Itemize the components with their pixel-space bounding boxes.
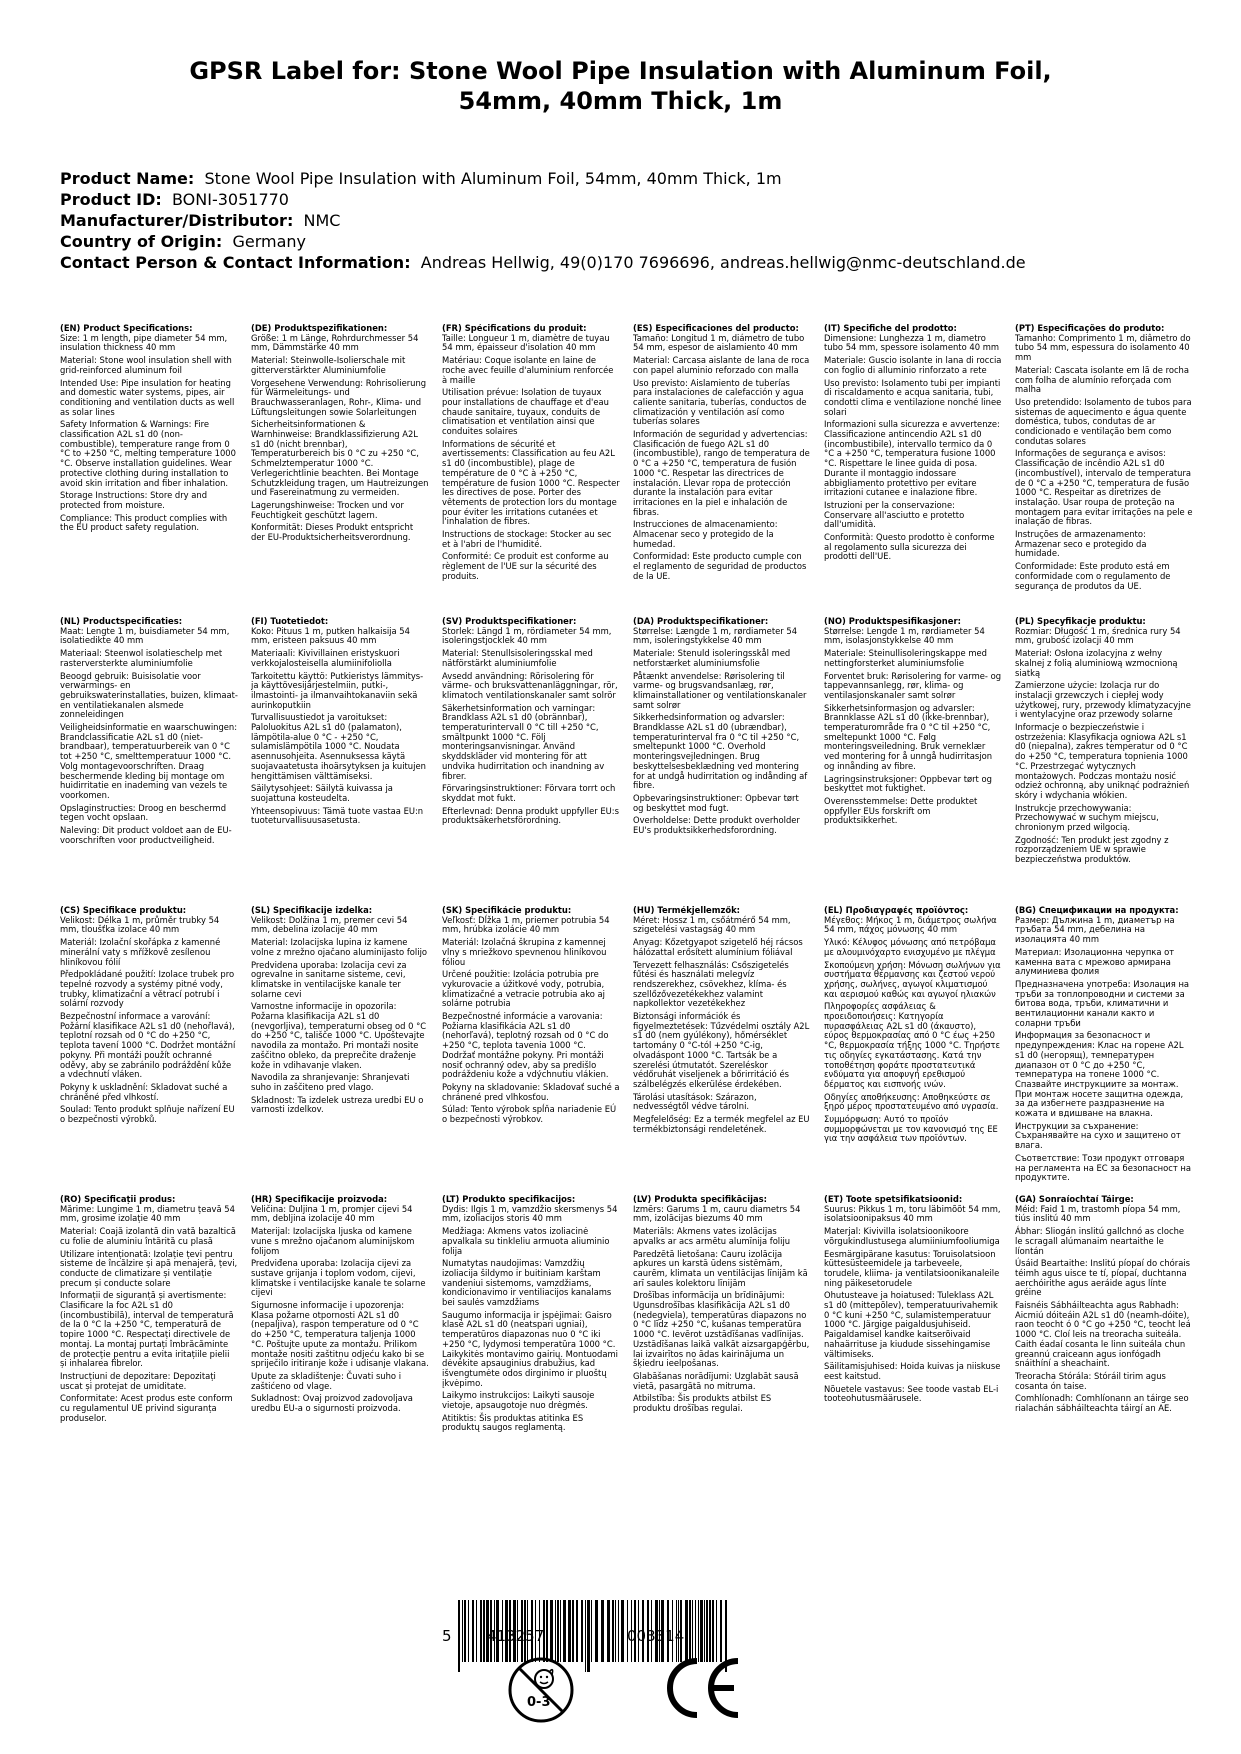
barcode-bar [468, 1600, 469, 1662]
section-paragraph: Anyag: Kőzetgyapot szigetelő héj rácsos hálózattal erősített alumínium fóliával [633, 937, 803, 957]
section-heading: (DA) Produktspecifikationer: [633, 617, 769, 626]
barcode-bar [572, 1600, 574, 1662]
section-paragraph: Sicherheitsinformationen & Warnhinweise: Brandklassifizierung A2L s1 d0 (nicht brennbar), Temperaturbereich bis 0 °C zu +250 °C, Schmelztemperatur 1000 °C. Verlegerichtlinie beachten. Bei Montage Schutzkleidung tragen, um Hautreizungen und Fasereinatmung zu vermeiden. [251, 419, 429, 498]
section-paragraph: Predvidena uporaba: Izolacija cevi za ogrevalne in sanitarne sisteme, cevi, klimatske in ventilacijske kanale ter solarne cevi [251, 959, 407, 999]
barcode-bar [689, 1600, 691, 1662]
section-paragraph: Forventet bruk: Rørisolering for varme- og tappevannsanlegg, rør, klima- og ventilasjonskanaler samt solrør [824, 670, 1002, 700]
barcode-bar [695, 1600, 696, 1662]
language-section [1015, 324, 1193, 609]
language-section [824, 906, 1002, 1191]
section-heading: (NL) Productspecificaties: [60, 617, 183, 626]
language-section [1015, 1195, 1193, 1525]
section-paragraph: Sigurnosne informacije i upozorenja: Klasa požarne otpornosti A2L s1 d0 (nepaljiva), raspon temperature od 0 °C do +250 °C, temperatura taljenja 1000 °C. Poštujte upute za montažu. Prilikom montaže nositi zaštitnu odjeću kako bi se spriječilo iritiranje kože i udisanje vlakana. [251, 1300, 429, 1369]
section-paragraph: Naleving: Dit product voldoet aan de EU-voorschriften voor productveiligheid. [60, 825, 232, 845]
barcode-bar [557, 1600, 559, 1662]
section-paragraph: Tamaño: Longitud 1 m, diámetro de tubo 54 mm, espesor de aislamiento 40 mm [633, 332, 805, 353]
section-heading: (RO) Specificații produs: [60, 1195, 176, 1204]
section-paragraph: Utilisation prévue: Isolation de tuyaux pour installations de chauffage et d'eau chaude sanitaire, tuyaux, conduits de climatisation et ventilation ainsi que conduites solaires [442, 387, 609, 437]
section-paragraph: Bezpečnostné informácie a varovania: Požiarna klasifikácia A2L s1 d0 (nehorľavá), teplotný rozsah od 0 °C do +250 °C, teplota tavenia 1000 °C. Dodržať montážne pokyny. Pri montáži nosiť ochranný odev, aby sa predišlo podráždeniu kože a vdýchnutiu vlákien. [442, 1011, 609, 1080]
section-paragraph: Conformidade: Este produto está em conformidade com o regulamento de segurança de produtos da UE. [1015, 561, 1171, 591]
section-heading: (SL) Specifikacije izdelka: [251, 906, 373, 915]
section-paragraph: Conformité: Ce produit est conforme au règlement de l'UE sur la sécurité des produits. [442, 551, 609, 581]
section-paragraph: Información de seguridad y advertencias: Clasificación de fuego A2L s1 d0 (incombustible), rango de temperatura de 0 °C a +250 °C, temperatura de fusión 1000 °C. Respetar las directrices de instalación. Llevar ropa de protección durante la instalación para evitar irritaciones en la piel e inhalación de fibras. [633, 429, 810, 517]
section-paragraph: Faisnéis Sábháilteachta agus Rabhadh: Aicmiú dóiteáin A2L s1 d0 (neamh-dóite), raon teocht ó 0 °C go +250 °C, teocht leá 1000 °C. Cloí leis na treoracha suiteála. Caith éadaí cosanta le linn suiteála chun greannú craiceann agus ionfógadh snáithíní a sheachaint. [1015, 1300, 1191, 1369]
section-paragraph: Material: Stone wool insulation shell with grid-reinforced aluminum foil [60, 355, 232, 375]
ce-mark-icon [660, 1655, 742, 1721]
language-section [251, 617, 429, 902]
barcode-bar [709, 1600, 711, 1662]
section-paragraph: Предназначена употреба: Изолация на тръби за топлопроводни и системи за битова вода, тръби, климатични и вентилационни канали както и соларни тръби [1015, 978, 1190, 1028]
section-paragraph: Uso pretendido: Isolamento de tubos para sistemas de aquecimento e água quente doméstica, tubos, condutas de ar condicionado e ventilação bem como condutas solares [1015, 396, 1192, 446]
section-paragraph: Sikkerhetsinformasjon og advarsler: Brannklasse A2L s1 d0 (ikke-brennbar), temperaturområde fra 0 °C til +250 °C, smeltepunkt 1000 °C. Følg monteringsveiledning. Bruk verneklær ved montering for å unngå hudirritasjon og innånding av fibre. [824, 702, 993, 771]
section-heading: (PT) Especificações do produto: [1015, 324, 1165, 333]
section-paragraph: Atitiktis: Šis produktas atitinka ES produktų saugos reglamentą. [442, 1412, 584, 1433]
section-paragraph: Atbilstība: Šis produkts atbilst ES produktu drošības regulai. [633, 1393, 772, 1414]
language-section [633, 617, 811, 902]
section-paragraph: Maat: Lengte 1 m, buisdiameter 54 mm, isolatiedikte 40 mm [60, 625, 230, 646]
barcode-bar [607, 1600, 610, 1662]
section-paragraph: Numatytas naudojimas: Vamzdžių izoliacija šildymo ir buitiniam karštam vandeniui sistemoms, vamzdžiams, kondicionavimo ir ventiliacijos kanalams bei saulės vamzdžiams [442, 1258, 612, 1308]
language-section [1015, 906, 1193, 1191]
info-country-of-origin: Country of Origin: Germany [60, 232, 306, 251]
section-heading: (FI) Tuotetiedot: [251, 617, 329, 626]
section-paragraph: Conformidad: Este producto cumple con el reglamento de seguridad de productos de la UE. [633, 551, 807, 581]
title-line-1: GPSR Label for: Stone Wool Pipe Insulation with Aluminum Foil, [189, 57, 1052, 85]
section-paragraph: Påtænkt anvendelse: Rørisolering til varme- og brugsvandsanlæg, rør, klimainstallationer og ventilationskanaler samt solrør [633, 670, 807, 710]
section-paragraph: Størrelse: Lengde 1 m, rørdiameter 54 mm, isolasjonstykkelse 40 mm [824, 625, 985, 646]
section-paragraph: Overholdelse: Dette produkt overholder EU's produktsikkerhedsforordning. [633, 815, 800, 836]
language-section [251, 324, 429, 609]
barcode-bar [555, 1600, 556, 1662]
section-paragraph: Veľkosť: Dĺžka 1 m, priemer potrubia 54 mm, hrúbka izolácie 40 mm [442, 914, 610, 935]
section-paragraph: Megfelelőség: Ez a termék megfelel az EU termékbiztonsági rendeletének. [633, 1114, 810, 1134]
section-paragraph: Súlad: Tento výrobok spĺňa nariadenie EÚ o bezpečnosti výrobkov. [442, 1104, 617, 1125]
section-paragraph: Συμμόρφωση: Αυτό το προϊόν συμμορφώνεται με τον κανονισμό της ΕΕ για την ασφάλεια των προϊόντων. [824, 1114, 998, 1144]
barcode-bar [576, 1600, 578, 1662]
section-paragraph: Biztonsági információk és figyelmeztetések: Tűzvédelmi osztály A2L s1 d0 (nem gyúlékony), hőmérséklet tartomány 0 °C-tól +250 °C-ig, olvadáspont 1000 °C. Tartsák be a szerelési útmutatót. Szereléskor védőruhát viseljenek a bőrirritáció és szálbelégzés elkerülése érdekében. [633, 1011, 810, 1089]
section-paragraph: Utilizare intenționată: Izolație țevi pentru sisteme de încălzire și apă menajeră, țevi, conducte de climatizare și ventilație precum și conducte solare [60, 1248, 238, 1288]
section-paragraph: Eesmärgipärane kasutus: Toruisolatsioon küttesüsteemidele ja tarbeveele, torudele, kliima- ja ventilatsioonikanaleile ning päikesetorudele [824, 1248, 1000, 1288]
section-paragraph: Určené použitie: Izolácia potrubia pre vykurovacie a úžitkové vody, potrubia, klimatizačné a vetracie potrubia ako aj solárne potrubia [442, 969, 606, 1009]
section-paragraph: Glabāšanas norādījumi: Uzglabāt sausā vietā, pasargātā no mitruma. [633, 1370, 799, 1391]
language-section [60, 1195, 238, 1525]
barcode-bar [700, 1600, 703, 1662]
barcode-bar [706, 1600, 708, 1662]
section-paragraph: Pokyny na skladovanie: Skladovať suché a chránené pred vlhkosťou. [442, 1081, 620, 1102]
section-paragraph: Intended Use: Pipe insulation for heating and domestic water systems, pipes, air conditioning and ventilation ducts as well as solar lines [60, 377, 235, 417]
language-section [824, 324, 1002, 609]
barcode-bar [581, 1600, 583, 1662]
section-paragraph: Tervezett felhasználás: Csőszigetelés fűtési és használati melegvíz rendszerekhez, csövekhez, klíma- és szellőzővezetékekhez valamint napkollektor vezetékekhez [633, 959, 789, 1009]
language-section [633, 906, 811, 1191]
section-heading: (PL) Specyfikacje produktu: [1015, 617, 1146, 626]
section-paragraph: Efterlevnad: Denna produkt uppfyller EU:s produktsäkerhetsförordning. [442, 805, 619, 826]
section-paragraph: Informations de sécurité et avertissements: Classification au feu A2L s1 d0 (incombustible), plage de température de 0 °C à +250 °C, température de fusion 1000 °C. Respecter les directives de pose. Porter des vêtements de protection lors du montage pour éviter les irritations cutanées et l'inhalation de fibres. [442, 438, 620, 527]
section-paragraph: Taille: Longueur 1 m, diamètre de tuyau 54 mm, épaisseur d'isolation 40 mm [442, 332, 610, 353]
section-paragraph: Materiál: Izolačná škrupina z kamennej vlny s mriežkovo spevnenou hliníkovou fóliou [442, 937, 607, 967]
barcode-bar [621, 1600, 624, 1662]
section-paragraph: Размер: Дължина 1 m, диаметър на тръбата 54 mm, дебелина на изолацията 40 mm [1015, 914, 1175, 945]
barcode-bar [618, 1600, 619, 1662]
title-line-2: 54mm, 40mm Thick, 1m [458, 87, 783, 115]
barcode-bar [716, 1600, 717, 1662]
section-paragraph: Velikost: Délka 1 m, průměr trubky 54 mm, tloušťka izolace 40 mm [60, 914, 220, 935]
section-paragraph: Υλικό: Κέλυφος μόνωσης από πετρόβαμα με αλουμινόχαρτο ενισχυμένο με πλέγμα [824, 937, 996, 957]
section-heading: (FR) Spécifications du produit: [442, 324, 587, 333]
section-paragraph: Konformität: Dieses Produkt entspricht der EU-Produktsicherheitsverordnung. [251, 522, 414, 543]
section-paragraph: Materiał: Osłona izolacyjna z wełny skalnej z folią aluminiową wzmocnioną siatką [1015, 648, 1178, 678]
section-paragraph: Úsáid Beartaithe: Inslitú píopaí do chórais téimh agus uisce te tí, píopaí, duchtanna aerchóirithe agus aeráide agus línte gréine [1015, 1258, 1191, 1298]
barcode-bar [612, 1600, 614, 1662]
section-paragraph: Säilitamisjuhised: Hoida kuivas ja niiskuse eest kaitstud. [824, 1361, 1001, 1381]
section-paragraph: Instrucciones de almacenamiento: Almacenar seco y protegido de la humedad. [633, 519, 778, 549]
section-paragraph: Instrucțiuni de depozitare: Depozitați uscat și protejat de umiditate. [60, 1370, 216, 1391]
age-range-label: 0-3 [527, 1695, 551, 1710]
section-heading: (ES) Especificaciones del producto: [633, 324, 799, 333]
section-heading: (LV) Produkta specifikācijas: [633, 1195, 767, 1204]
section-paragraph: Zamierzone użycie: Izolacja rur do instalacji grzewczych i ciepłej wody użytkowej, rury, przewody klimatyzacyjne i wentylacyjne oraz przewody solarne [1015, 680, 1191, 720]
barcode-bar [615, 1600, 616, 1662]
section-paragraph: Informații de siguranță și avertismente: Clasificare la foc A2L s1 d0 (incombustibilă), interval de temperatură de la 0 °C la +250 °C, temperatură de topire 1000 °C. Respectați directivele de montaj. La montaj purtați îmbrăcăminte de protecție pentru a evita iritațiile pielii și inhalarea fibrelor. [60, 1290, 234, 1369]
language-section [251, 906, 429, 1191]
section-paragraph: Conformità: Questo prodotto è conforme al regolamento sulla sicurezza dei prodotti dell'UE. [824, 532, 995, 562]
barcode-bar [692, 1600, 693, 1662]
section-paragraph: Upute za skladištenje: Čuvati suho i zaštićeno od vlage. [251, 1370, 402, 1391]
section-paragraph: Skladnost: Ta izdelek ustreza uredbi EU o varnosti izdelkov. [251, 1094, 424, 1115]
section-paragraph: Vorgesehene Verwendung: Rohrisolierung für Wärmeleitungs- und Brauchwasseranlagen, Rohr-, Klima- und Lüftungsleitungen sowie Solarleitungen [251, 377, 427, 417]
section-paragraph: Οδηγίες αποθήκευσης: Αποθηκεύστε σε ξηρό μέρος προστατευμένο από υγρασία. [824, 1091, 999, 1112]
section-paragraph: Avsedd användning: Rörisolering för värme- och bruksvattenanläggningar, rör, klimatoch ventilationskanaler samt solrör [442, 670, 618, 700]
barcode-bar [591, 1600, 592, 1662]
barcode-bar [698, 1600, 699, 1662]
language-section [60, 617, 238, 902]
section-paragraph: Инструкции за съхранение: Съхранявайте на сухо и защитено от влага. [1015, 1120, 1181, 1151]
section-paragraph: Rozmiar: Długość 1 m, średnica rury 54 mm, grubość izolacji 40 mm [1015, 625, 1181, 646]
section-paragraph: Ohutusteave ja hoiatused: Tuleklass A2L s1 d0 (mittepõlev), temperatuurivahemik 0 °C kuni +250 °C, sulamistemperatuur 1000 °C. Järgige paigaldusjuhiseid. Paigaldamisel kandke kaitserõivaid nahaärrituse ja kiudude sissehingamise vältimiseks. [824, 1290, 998, 1359]
section-paragraph: Storlek: Längd 1 m, rördiameter 54 mm, isoleringstjocklek 40 mm [442, 625, 612, 646]
barcode-bar [601, 1600, 604, 1662]
section-paragraph: Overensstemmelse: Dette produktet oppfyller EUs forskrift om produktsikkerhet. [824, 795, 978, 826]
section-paragraph: Sukladnost: Ovaj proizvod zadovoljava uredbu EU-a o sigurnosti proizvoda. [251, 1393, 413, 1414]
section-paragraph: Matériau: Coque isolante en laine de roche avec feuille d'aluminium renforcée à maille [442, 355, 614, 385]
section-paragraph: Materiale: Stenuld isoleringsskål med netforstærket aluminiumsfolie [633, 648, 791, 668]
section-paragraph: Förvaringsinstruktioner: Förvara torrt och skyddat mot fukt. [442, 783, 616, 803]
section-paragraph: Material: Steinwolle-Isolierschale mit gitterverstärkter Aluminiumfolie [251, 355, 406, 375]
section-paragraph: Materiaal: Steenwol isolatieschelp met rasterversterkte aluminiumfolie [60, 648, 223, 668]
no-child-0-3-warning-icon [506, 1655, 576, 1725]
barcode-bar [483, 1600, 485, 1662]
barcode-bar [480, 1600, 482, 1662]
section-heading: (EL) Προδιαγραφές προϊόντος: [824, 906, 969, 915]
barcode-bar [587, 1600, 590, 1672]
section-paragraph: Turvallisuustiedot ja varoitukset: Paloluokitus A2L s1 d0 (palamaton), lämpötila-alue 0 °C - +250 °C, sulamislämpötila 1000 °C. Noudata asennusohjeita. Asennuksessa käytä suojavaatetusta ihoärsytyksen ja kuitujen hengittämisen välttämiseksi. [251, 712, 426, 781]
barcode-bar [704, 1600, 705, 1662]
section-paragraph: Μέγεθος: Μήκος 1 m, διάμετρος σωλήνα 54 mm, πάχος μόνωσης 40 mm [824, 914, 997, 935]
section-paragraph: Material: Coajă izolantă din vată bazaltică cu folie de aluminiu întărită cu plasă [60, 1226, 236, 1246]
barcode-bar [546, 1600, 548, 1662]
section-paragraph: Soulad: Tento produkt splňuje nařízení EU o bezpečnosti výrobků. [60, 1104, 235, 1125]
section-paragraph: Größe: 1 m Länge, Rohrdurchmesser 54 mm, Dämmstärke 40 mm [251, 332, 419, 353]
section-paragraph: Informazioni sulla sicurezza e avvertenze: Classificazione antincendio A2L s1 d0 (incombustibile), intervallo termico da 0 °C a +250 °C, temperatura fusione 1000 °C. Rispettare le linee guida di posa. Durante il montaggio indossare abbigliamento protettivo per evitare irritazioni cutanee e inalazione fibre. [824, 419, 1000, 498]
section-heading: (SV) Produktspecifikationer: [442, 617, 577, 626]
section-paragraph: Yhteensopivuus: Tämä tuote vastaa EU:n tuoteturvallisuusasetusta. [251, 805, 424, 826]
section-paragraph: Информация за безопасност и предупреждения: Клас на горене A2L s1 d0 (негорящ), температурен диапазон от 0 °C до +250 °C, температура на топене 1000 °C. Спазвайте инструкциите за монтаж. При монтаж носете защитна одежда, за да избегнете раздразнение на кожата и вдишване на влакна. [1015, 1030, 1184, 1119]
section-paragraph: Pokyny k uskladnění: Skladovat suché a chráněné před vlhkostí. [60, 1081, 228, 1102]
section-paragraph: Velikost: Dolžina 1 m, premer cevi 54 mm, debelina izolacije 40 mm [251, 914, 408, 935]
section-heading: (IT) Specifiche del prodotto: [824, 324, 957, 333]
barcode-digits-right: 003314 [627, 1627, 685, 1645]
section-paragraph: Πληροφορίες ασφάλειας & προειδοποιήσεις: Κατηγορία πυρασφάλειας A2L s1 d0 (άκαυστο), εύρος θερμοκρασίας από 0 °C έως +250 °C, θερμοκρασία τήξης 1000 °C. Τηρήστε τις οδηγίες εγκατάστασης. Κατά την τοποθέτηση φοράτε προστατευτικά ενδύματα για αποφυγή ερεθισμού δέρματος και εισπνοής ινών. [824, 1001, 1001, 1089]
section-paragraph: Tárolási utasítások: Szárazon, nedvességtől védve tárolni. [633, 1091, 757, 1112]
barcode-bar [458, 1600, 460, 1672]
section-paragraph: Lagerungshinweise: Trocken und vor Feuchtigkeit geschützt lagern. [251, 499, 404, 520]
section-paragraph: Material: Stenullsisoleringsskal med nätförstärkt aluminiumfolie [442, 648, 593, 668]
section-heading: (DE) Produktspezifikationen: [251, 324, 388, 333]
section-paragraph: Opslaginstructies: Droog en beschermd tegen vocht opslaan. [60, 802, 227, 823]
section-heading: (LT) Produkto specifikacijos: [442, 1195, 576, 1204]
section-paragraph: Compliance: This product complies with the EU product safety regulation. [60, 512, 228, 533]
language-section [442, 906, 620, 1191]
barcode-digit-first: 5 [442, 1627, 452, 1645]
barcode-bar [550, 1600, 553, 1662]
section-paragraph: Σκοπούμενη χρήση: Μόνωση σωλήνων για συστήματα θέρμανσης και ζεστού νερού χρήσης, σωλήνες, αγωγοί κλιματισμού και αερισμού καθώς και αγωγοί ηλιακών [824, 959, 1001, 999]
section-paragraph: Tarkoitettu käyttö: Putkieristys lämmitys- ja käyttövesijärjestelmiin, putki-, ilmastointi- ja ilmanvaihtokanaviin sekä aurinkoputkiin [251, 670, 424, 710]
section-paragraph: Instruções de armazenamento: Armazenar seco e protegido da humidade. [1015, 529, 1147, 559]
page-title [60, 56, 1181, 116]
section-paragraph: Varnostne informacije in opozorila: Požarna klasifikacija A2L s1 d0 (nevgorljiva), temperaturni obseg od 0 °C do +250 °C, tališče 1000 °C. Upoštevajte navodila za montažo. Pri montaži nosite zaščitno obleko, da preprečite draženje kože in vdihavanje vlaken. [251, 1001, 427, 1070]
barcode-bar [585, 1600, 586, 1672]
section-heading: (HU) Termékjellemzők: [633, 906, 741, 915]
section-heading: (GA) Sonraíochtaí Táirge: [1015, 1195, 1134, 1204]
section-paragraph: Materjal: Kivivilla isolatsioonikoore võrgukindlustusega alumiiniumfooliumiga [824, 1226, 1000, 1246]
section-paragraph: Navodila za shranjevanje: Shranjevati suho in zaščiteno pred vlago. [251, 1072, 410, 1092]
section-paragraph: Materiale: Guscio isolante in lana di roccia con foglio di alluminio rinforzato a rete [824, 355, 1002, 375]
language-section [442, 324, 620, 609]
section-paragraph: Material: Carcasa aislante de lana de roca con papel aluminio reforzado con malla [633, 355, 810, 375]
section-paragraph: Material: Cascata isolante em lã de rocha com folha de alumínio reforçada com malha [1015, 364, 1189, 395]
section-paragraph: Predviđena uporaba: Izolacija cijevi za sustave grijanja i toplom vodom, cijevi, klimatske i ventilacijske kanale te solarne cijevi [251, 1258, 426, 1298]
section-paragraph: Suurus: Pikkus 1 m, toru läbimõõt 54 mm, isolatsioonipaksus 40 mm [824, 1203, 1001, 1224]
section-paragraph: Drošības informācija un brīdinājumi: Ugunsdrošības klasifikācija A2L s1 d0 (nedegviela), temperatūras diapazons no 0 °C līdz +250 °C, kušanas temperatūra 1000 °C. Ievērot uzstādīšanas vadlīnijas. Uzstādīšanas laikā valkāt aizsargapģērbu, lai izvairītos no ādas kairinājuma un šķiedru ieelpošanas. [633, 1290, 810, 1369]
section-paragraph: Materiale: Steinullisoleringskappe med nettingforsterket aluminiumsfolie [824, 648, 987, 668]
section-paragraph: Méret: Hossz 1 m, csőátmérő 54 mm, szigetelési vastagság 40 mm [633, 914, 791, 935]
section-heading: (EN) Product Specifications: [60, 324, 193, 333]
info-contact: Contact Person & Contact Information: Andreas Hellwig, 49(0)170 7696696, andreas.hellwig@nmc-deutschland.de [60, 253, 1026, 272]
section-paragraph: Veličina: Duljina 1 m, promjer cijevi 54 mm, debljina izolacije 40 mm [251, 1203, 413, 1224]
section-paragraph: Lagringsinstruksjoner: Oppbevar tørt og beskyttet mot fuktighet. [824, 773, 992, 794]
section-paragraph: Съответствие: Този продукт отговаря на регламента на ЕС за безопасност на продуктите. [1015, 1152, 1192, 1183]
section-paragraph: Laikymo instrukcijos: Laikyti sausoje vietoje, apsaugotoje nuo drėgmės. [442, 1390, 595, 1411]
info-product-name: Product Name: Stone Wool Pipe Insulation with Aluminum Foil, 54mm, 40mm Thick, 1m [60, 169, 782, 188]
section-paragraph: Opbevaringsinstruktioner: Opbevar tørt og beskyttet mod fugt. [633, 792, 799, 813]
section-heading: (NO) Produktspesifikasjoner: [824, 617, 961, 626]
section-paragraph: Zgodność: Ten produkt jest zgodny z rozporządzeniem UE w sprawie bezpieczeństwa produktów. [1015, 834, 1169, 865]
language-section [824, 617, 1002, 902]
language-section [251, 1195, 429, 1525]
section-paragraph: Istruzioni per la conservazione: Conservare all'asciutto e protetto dall'umidità. [824, 499, 965, 530]
section-paragraph: Materiál: Izolační skořápka z kamenné minerální vaty s mřížkově zesílenou hliníkovou fólií [60, 937, 221, 967]
barcode-bar [568, 1600, 571, 1662]
section-paragraph: Storage Instructions: Store dry and protected from moisture. [60, 490, 208, 510]
section-paragraph: Bezpečnostní informace a varování: Požární klasifikace A2L s1 d0 (nehořlavá), teplotní rozsah od 0 °C do +250 °C, teplota tavení 1000 °C. Dodržet montážní pokyny. Při montáži použít ochranné oděvy, aby se zabránilo podráždění kůže a vdechnutí vláken. [60, 1011, 236, 1080]
section-heading: (CS) Specifikace produktu: [60, 906, 187, 915]
section-paragraph: Dimensione: Lunghezza 1 m, diametro tubo 54 mm, spessore isolamento 40 mm [824, 332, 1000, 353]
section-paragraph: Conformitate: Acest produs este conform cu regulamentul UE privind siguranța produselor. [60, 1393, 233, 1423]
barcode-bar [560, 1600, 561, 1662]
barcode-bar [464, 1600, 466, 1662]
info-product-id: Product ID: BONI-3051770 [60, 190, 289, 209]
language-section [633, 324, 811, 609]
section-paragraph: Medžiaga: Akmens vatos izoliacinė apvalkala su tinkleliu armuota aliuminio folija [442, 1226, 610, 1256]
section-paragraph: Paredzētā lietošana: Cauru izolācija apkures un karstā ūdens sistēmām, caurēm, klimata un ventilācijas līnijām kā arī saules kolektoru līnijām [633, 1248, 808, 1288]
language-section [442, 617, 620, 902]
section-paragraph: Comhlíonadh: Comhlíonann an táirge seo rialachán sábháilteachta táirgí an AE. [1015, 1393, 1189, 1414]
section-paragraph: Informações de segurança e avisos: Classificação de incêndio A2L s1 d0 (incombustível), intervalo de temperatura de 0 °C a +250 °C, temperatura de fusão 1000 °C. Respeitar as diretrizes de instalação. Usar roupa de proteção na montagem para evitar irritações na pele e inalação de fibras. [1015, 448, 1193, 527]
section-paragraph: Izmērs: Garums 1 m, cauru diametrs 54 mm, izolācijas biezums 40 mm [633, 1203, 801, 1224]
section-paragraph: Size: 1 m length, pipe diameter 54 mm, insulation thickness 40 mm [60, 332, 228, 353]
language-section [442, 1195, 620, 1525]
section-paragraph: Veiligheidsinformatie en waarschuwingen: Brandclassificatie A2L s1 d0 (niet-brandbaar), temperatuurbereik van 0 °C tot +250 °C, smelttemperatuur 1000 °C. Volg montagevoorschriften. Draag beschermende kleding bij montage om huidirritatie en inademing van vezels te voorkomen. [60, 722, 238, 800]
language-section [60, 324, 238, 609]
section-paragraph: Koko: Pituus 1 m, putken halkaisija 54 mm, eristeen paksuus 40 mm [251, 625, 410, 646]
barcode-bar [712, 1600, 714, 1662]
section-paragraph: Uso previsto: Isolamento tubi per impianti di riscaldamento e acqua sanitaria, tubi, condotti clima e ventilazione nonché linee solari [824, 377, 1002, 417]
info-manufacturer: Manufacturer/Distributor: NMC [60, 211, 341, 230]
section-paragraph: Material: Izolacijska lupina iz kamene volne z mrežno ojačano aluminijasto folijo [251, 937, 428, 957]
section-heading: (HR) Specifikacije proizvoda: [251, 1195, 388, 1204]
section-heading: (ET) Toote spetsifikatsioonid: [824, 1195, 963, 1204]
language-section [1015, 617, 1193, 902]
section-paragraph: Tamanho: Comprimento 1 m, diâmetro do tubo 54 mm, espessura do isolamento 40 mm [1015, 332, 1191, 363]
section-paragraph: Størrelse: Længde 1 m, rørdiameter 54 mm, isoleringstykkelse 40 mm [633, 625, 798, 646]
barcode-bar [472, 1600, 474, 1662]
section-paragraph: Sikkerhedsinformation og advarsler: Brandklasse A2L s1 d0 (ubrændbar), temperaturinterval fra 0 °C til +250 °C, smeltepunkt 1000 °C. Overhold monteringsvejledningen. Brug beskyttelsesbeklædning ved montering for at undgå hudirritation og indånding af fibre. [633, 712, 808, 791]
barcode-bar [462, 1600, 463, 1662]
language-section [824, 1195, 1002, 1525]
section-paragraph: Safety Information & Warnings: Fire classification A2L s1 d0 (non-combustible), temperature range from 0 °C to +250 °C, melting temperature 1000 °C. Observe installation guidelines. Wear protective clothing during installation to avoid skin irritation and fiber inhalation. [60, 419, 236, 488]
section-heading: (SK) Špecifikácie produktu: [442, 906, 572, 915]
product-info-block [60, 168, 1181, 273]
section-paragraph: Nõuetele vastavus: See toode vastab EL-i tooteohutusmäärusele. [824, 1383, 999, 1404]
section-paragraph: Uso previsto: Aislamiento de tuberías para instalaciones de calefacción y agua caliente sanitaria, tuberías, conductos de climatización y ventilación así como tuberías solares [633, 377, 807, 427]
language-section [633, 1195, 811, 1525]
barcode-bar [595, 1600, 598, 1662]
section-paragraph: Ábhar: Sliogán inslitú gallchnó as cloche le scragall alúmanaim neartaithe le líontán [1015, 1226, 1185, 1256]
section-paragraph: Säkerhetsinformation och varningar: Brandklass A2L s1 d0 (obrännbar), temperaturintervall 0 °C till +250 °C, smältpunkt 1000 °C. Följ monteringsanvisningar. Använd skyddskläder vid montering för att undvika hudirritation och inandning av fibrer. [442, 702, 605, 781]
section-paragraph: Treoracha Stórála: Stóráil tirim agus cosanta ón taise. [1015, 1370, 1166, 1391]
section-paragraph: Instrukcje przechowywania: Przechowywać w suchym miejscu, chronionym przed wilgocią. [1015, 802, 1159, 833]
section-paragraph: Materiāls: Akmens vates izolācijas apvalks ar acs armētu alumīnija foliju [633, 1226, 791, 1246]
section-paragraph: Předpokládané použití: Izolace trubek pro tepelné rozvody a systémy pitné vody, trubky, klimatizační a větrací potrubí i solární rozvody [60, 969, 235, 1009]
language-section [60, 906, 238, 1191]
section-paragraph: Méid: Faid 1 m, trastomh píopa 54 mm, tiús inslitú 40 mm [1015, 1203, 1181, 1224]
section-paragraph: Saugumo informacija ir įspėjimai: Gaisro klasė A2L s1 d0 (neatspari ugniai), temperatūros diapazonas nuo 0 °C iki +250 °C, lydymosi temperatūra 1000 °C. Laikykitės montavimo gairių. Montuodami dėvėkite apsauginius drabužius, kad išvengtumėte odos dirginimo ir pluoštų įkvėpimo. [442, 1309, 618, 1388]
section-paragraph: Informacje o bezpieczeństwie i ostrzeżenia: Klasyfikacja ogniowa A2L s1 d0 (niepalna), zakres temperatur od 0 °C do +250 °C, temperatura topnienia 1000 °C. Przestrzegać wytycznych montażowych. Podczas montażu nosić odzież ochronną, aby uniknąć podrażnień skóry i wdychania włókien. [1015, 722, 1190, 800]
section-paragraph: Materiaali: Kivivillainen eristyskuori verkkojalosteisella alumiinifoliolla [251, 648, 400, 668]
section-paragraph: Материал: Изолационна черупка от каменна вата с мрежово армирана алуминиева фолия [1015, 946, 1175, 977]
section-heading: (BG) Спецификации на продукта: [1015, 906, 1179, 915]
barcode-bar [476, 1600, 477, 1662]
section-paragraph: Instructions de stockage: Stocker au sec et à l'abri de l'humidité. [442, 529, 612, 549]
section-paragraph: Dydis: Ilgis 1 m, vamzdžio skersmenys 54 mm, izoliacijos storis 40 mm [442, 1203, 618, 1224]
section-paragraph: Beoogd gebruik: Buisisolatie voor verwarmings- en gebruikswaterinstallaties, buizen, klimaat- en ventilatiekanalen alsmede zonneleidingen [60, 670, 238, 720]
section-paragraph: Materijal: Izolacijska ljuska od kamene vune s mrežno ojačanom aluminijskom folijom [251, 1226, 415, 1256]
section-paragraph: Säilytysohjeet: Säilytä kuivassa ja suojattuna kosteudelta. [251, 783, 393, 803]
barcode-bar [563, 1600, 566, 1662]
section-paragraph: Mărime: Lungime 1 m, diametru țeavă 54 mm, grosime izolație 40 mm [60, 1203, 235, 1224]
barcode-bar [685, 1600, 688, 1662]
barcode-bar [720, 1600, 722, 1662]
barcode-digits-left: 413257 [487, 1627, 545, 1645]
